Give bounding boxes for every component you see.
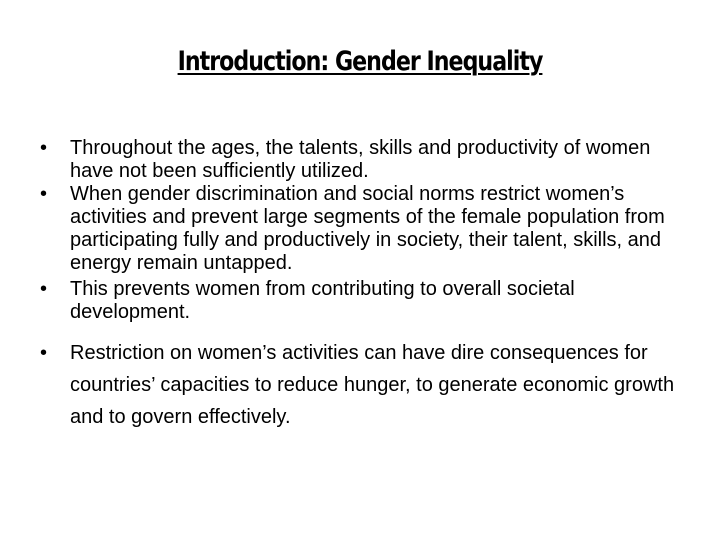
bullet-text: Restriction on women’s activities can have dire consequences for countries’ capacities to reduce hunger, to generate economic growth and to govern effectively.	[70, 342, 675, 428]
slide-title: Introduction: Gender Inequality	[177, 46, 543, 77]
bullet-item	[32, 278, 692, 324]
bullet-text: This prevents women from contributing to overall societal development.	[70, 278, 575, 323]
bullet-icon: •	[40, 183, 48, 205]
bullet-icon: •	[40, 342, 48, 364]
bullet-item	[32, 183, 692, 275]
bullet-text: Throughout the ages, the talents, skills and productivity of women have not been sufficiently utilized.	[70, 137, 651, 182]
bullet-list	[32, 137, 692, 433]
bullet-icon: •	[40, 278, 48, 300]
bullet-item	[32, 337, 692, 433]
bullet-text: When gender discrimination and social norms restrict women’s activities and prevent large segments of the female population from participating fully and productively in society, their talent, skills, and energy remain untapped.	[70, 183, 665, 274]
bullet-icon: •	[40, 137, 48, 159]
bullet-item	[32, 137, 692, 183]
